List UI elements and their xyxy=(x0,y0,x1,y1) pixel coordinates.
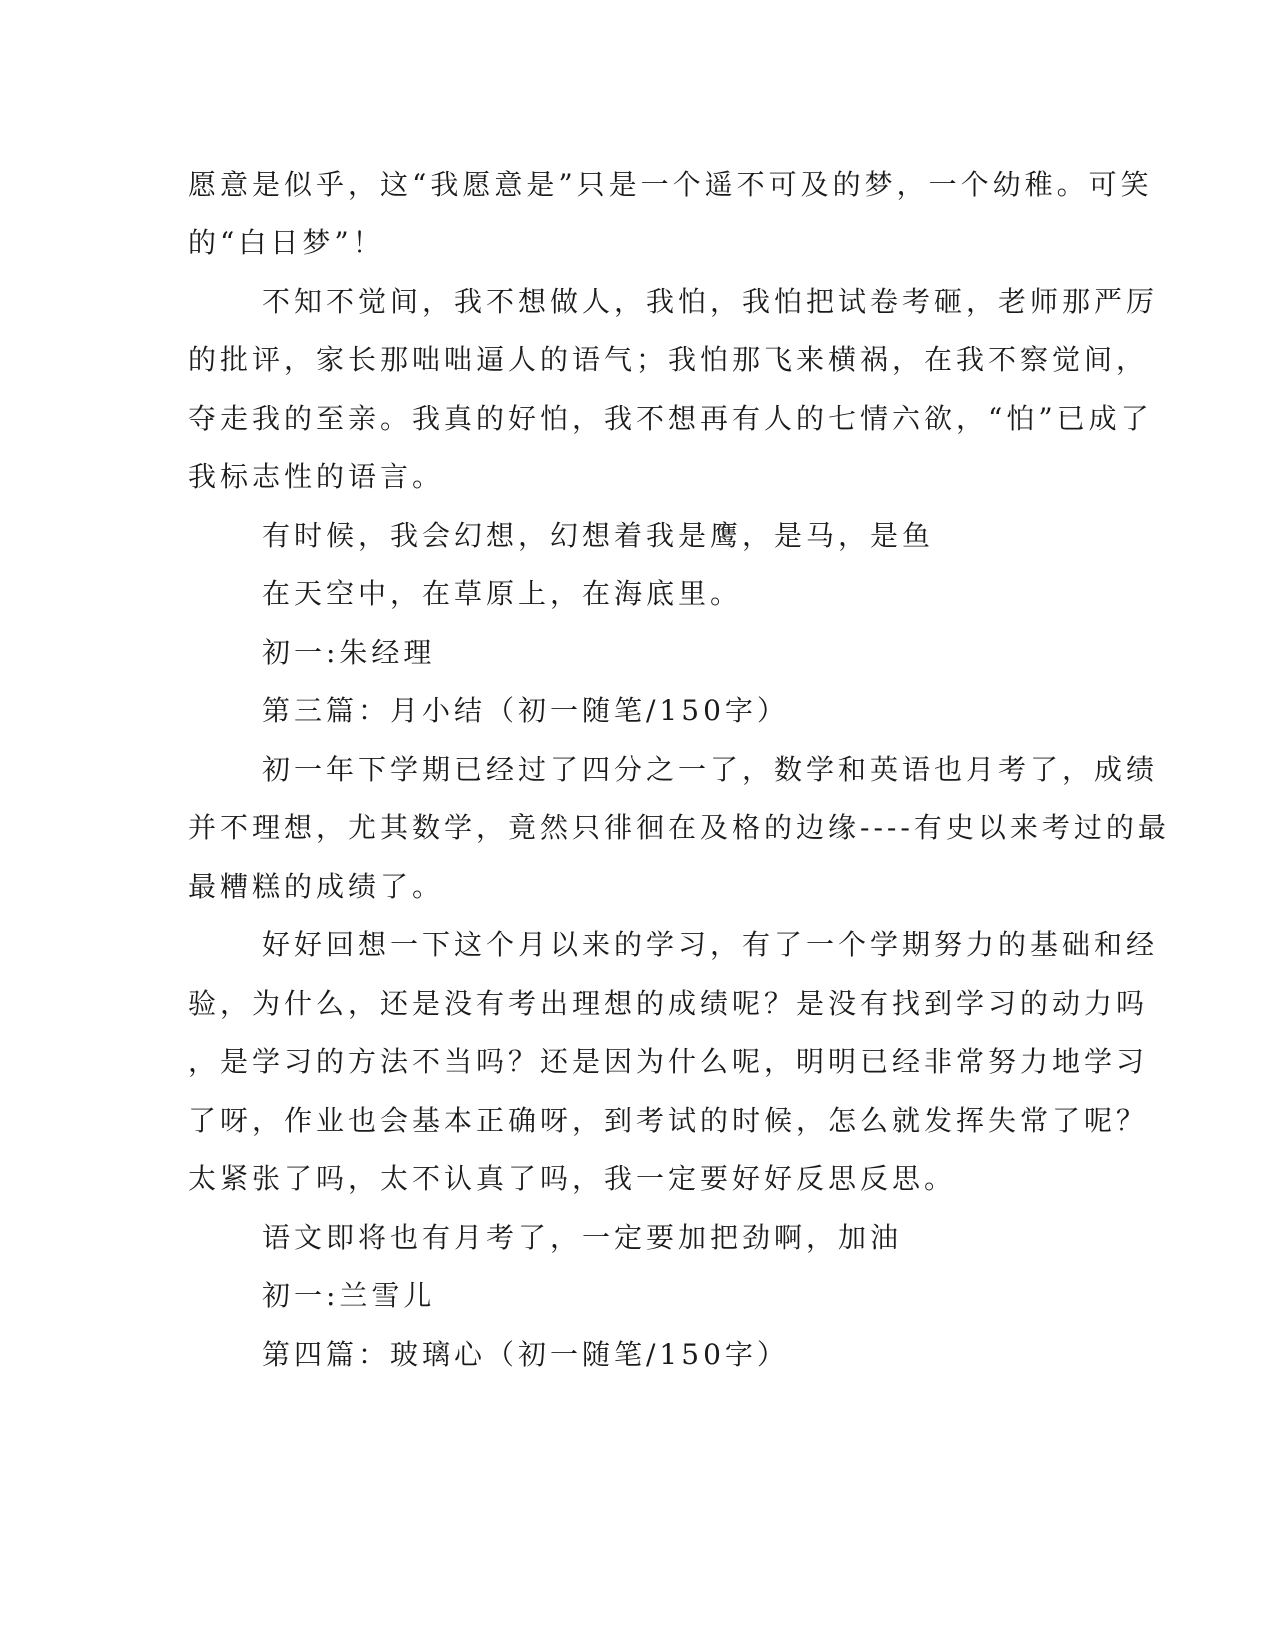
text-line-11: 初一年下学期已经过了四分之一了，数学和英语也月考了，成绩 xyxy=(262,753,1159,786)
author-line-1: 初一:朱经理 xyxy=(262,636,436,669)
text-line-6: 我标志性的语言。 xyxy=(188,460,445,493)
article-heading-4: 第四篇：玻璃心（初一随笔/150字） xyxy=(262,1338,789,1371)
text-line-5: 夺走我的至亲。我真的好怕，我不想再有人的七情六欲，“怕”已成了 xyxy=(188,402,1153,435)
text-line-12: 并不理想，尤其数学，竟然只徘徊在及格的边缘----有史以来考过的最 xyxy=(188,811,1170,844)
author-line-2: 初一:兰雪儿 xyxy=(262,1279,436,1312)
text-line-8: 在天空中，在草原上，在海底里。 xyxy=(262,577,743,610)
text-line-16: ，是学习的方法不当吗？还是因为什么呢，明明已经非常努力地学习 xyxy=(188,1045,1149,1078)
text-line-13: 最糟糕的成绩了。 xyxy=(188,870,445,903)
text-line-4: 的批评，家长那咄咄逼人的语气；我怕那飞来横祸，在我不察觉间， xyxy=(188,343,1149,376)
article-heading-3: 第三篇：月小结（初一随笔/150字） xyxy=(262,694,789,727)
text-line-3: 不知不觉间，我不想做人，我怕，我怕把试卷考砸，老师那严厉 xyxy=(262,285,1159,318)
text-line-2: 的“白日梦”！ xyxy=(188,226,385,259)
text-line-14: 好好回想一下这个月以来的学习，有了一个学期努力的基础和经 xyxy=(262,928,1159,961)
text-line-18: 太紧张了吗，太不认真了吗，我一定要好好反思反思。 xyxy=(188,1162,957,1195)
text-line-15: 验，为什么，还是没有考出理想的成绩呢？是没有找到学习的动力吗 xyxy=(188,987,1149,1020)
text-line-1: 愿意是似乎，这“我愿意是”只是一个遥不可及的梦，一个幼稚。可笑 xyxy=(188,168,1153,201)
text-line-17: 了呀，作业也会基本正确呀，到考试的时候，怎么就发挥失常了呢？ xyxy=(188,1104,1149,1137)
text-line-7: 有时候，我会幻想，幻想着我是鹰，是马，是鱼 xyxy=(262,519,935,552)
text-line-19: 语文即将也有月考了，一定要加把劲啊，加油 xyxy=(262,1221,903,1254)
